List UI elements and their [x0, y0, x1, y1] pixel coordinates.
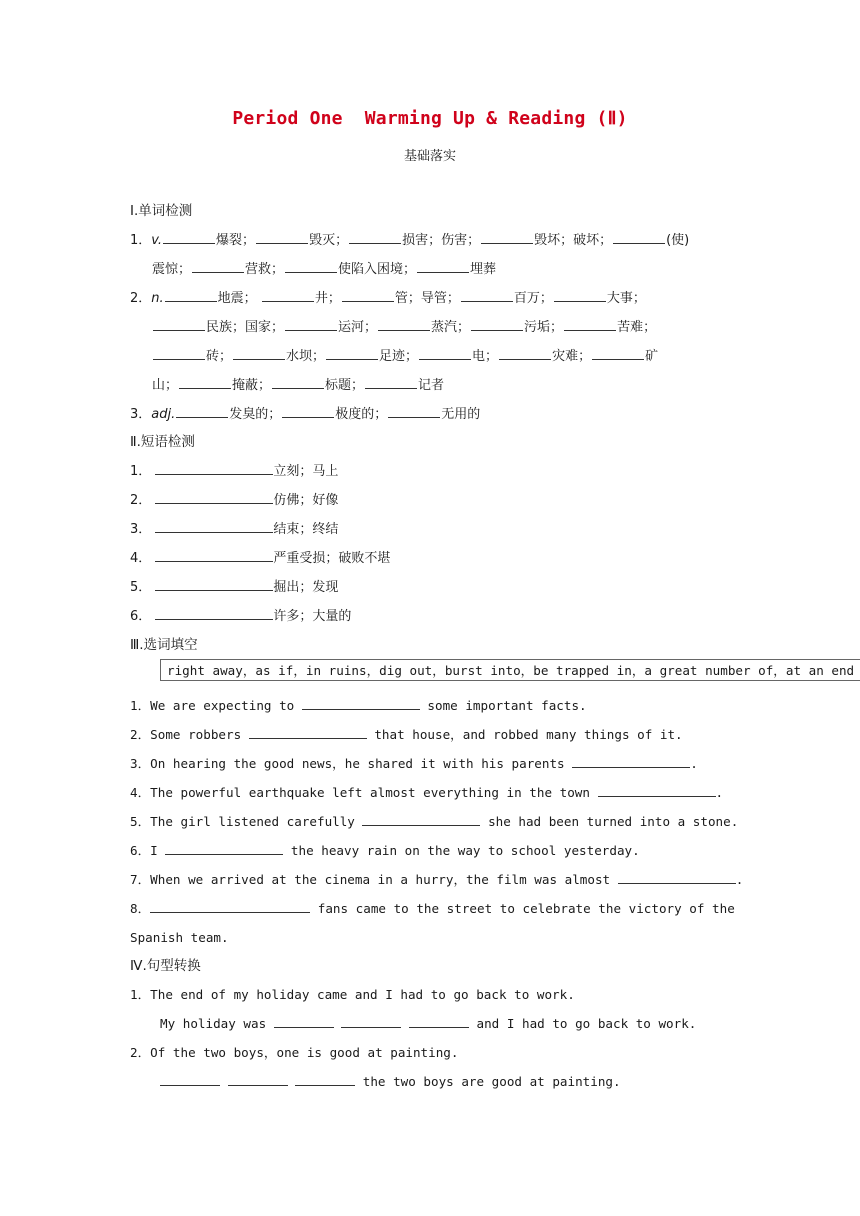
vocab-row-2c: 砖； 水坝； 足迹； 电； 灾难； 矿 [152, 347, 658, 366]
phrase-item: 5． 掘出；发现 [130, 580, 339, 595]
fill-question-1: 1．We are expecting to some important facts. [130, 698, 587, 713]
fill-question-3: 3．On hearing the good news，he shared it with his parents . [130, 756, 698, 771]
phrase-item: 1． 立刻；马上 [130, 464, 339, 479]
word-bank-box: right away，as if，in ruins，dig out，burst into，be trapped in，a great number of，at an end [160, 659, 860, 681]
section2-heading: Ⅱ.短语检测 [130, 434, 195, 450]
fill-question-8: 8． fans came to the street to celebrate the victory of the [130, 901, 735, 916]
section3-heading: Ⅲ.选词填空 [130, 637, 198, 653]
fill-question-8-cont: Spanish team. [130, 930, 229, 945]
fill-question-6: 6．I the heavy rain on the way to school yesterday. [130, 843, 640, 858]
fill-question-5: 5．The girl listened carefully she had been turned into a stone. [130, 814, 739, 829]
vocab-row-2d: 山； 掩蔽； 标题； 记者 [152, 378, 445, 393]
vocab-row-2b: 民族；国家； 运河； 蒸汽； 污垢； 苦难； [152, 318, 656, 337]
fill-question-7: 7．When we arrived at the cinema in a hurry，the film was almost . [130, 872, 744, 887]
rewrite-question-2: 2．Of the two boys，one is good at painting. [130, 1045, 459, 1060]
rewrite-question-1: 1．The end of my holiday came and I had to go back to work. [130, 987, 575, 1002]
phrase-item: 4． 严重受损；破败不堪 [130, 551, 391, 566]
vocab-row-1: 1．v. 爆裂； 毁灭； 损害；伤害； 毁坏；破坏； (使) [130, 233, 690, 248]
section4-heading: Ⅳ.句型转换 [130, 958, 201, 974]
phrase-item: 3． 结束；终结 [130, 522, 339, 537]
vocab-row-3: 3．adj. 发臭的； 极度的； 无用的 [130, 407, 481, 422]
rewrite-answer-2: the two boys are good at painting. [160, 1073, 621, 1091]
section1-heading: Ⅰ.单词检测 [130, 203, 193, 219]
phrase-item: 2． 仿佛；好像 [130, 493, 339, 508]
phrase-item: 6． 许多；大量的 [130, 609, 352, 624]
vocab-row-1b: 震惊； 营救； 使陷入困境； 埋葬 [152, 262, 497, 277]
fill-question-4: 4．The powerful earthquake left almost everything in the town . [130, 785, 724, 800]
page-title: Period One Warming Up & Reading (Ⅱ) [232, 108, 628, 129]
page-subtitle: 基础落实 [403, 149, 456, 164]
rewrite-answer-1: My holiday was and I had to go back to work. [160, 1016, 697, 1031]
vocab-row-2: 2．n. 地震； 井； 管；导管； 百万； 大事； [130, 291, 646, 306]
fill-question-2: 2．Some robbers that house，and robbed many things of it. [130, 727, 683, 742]
